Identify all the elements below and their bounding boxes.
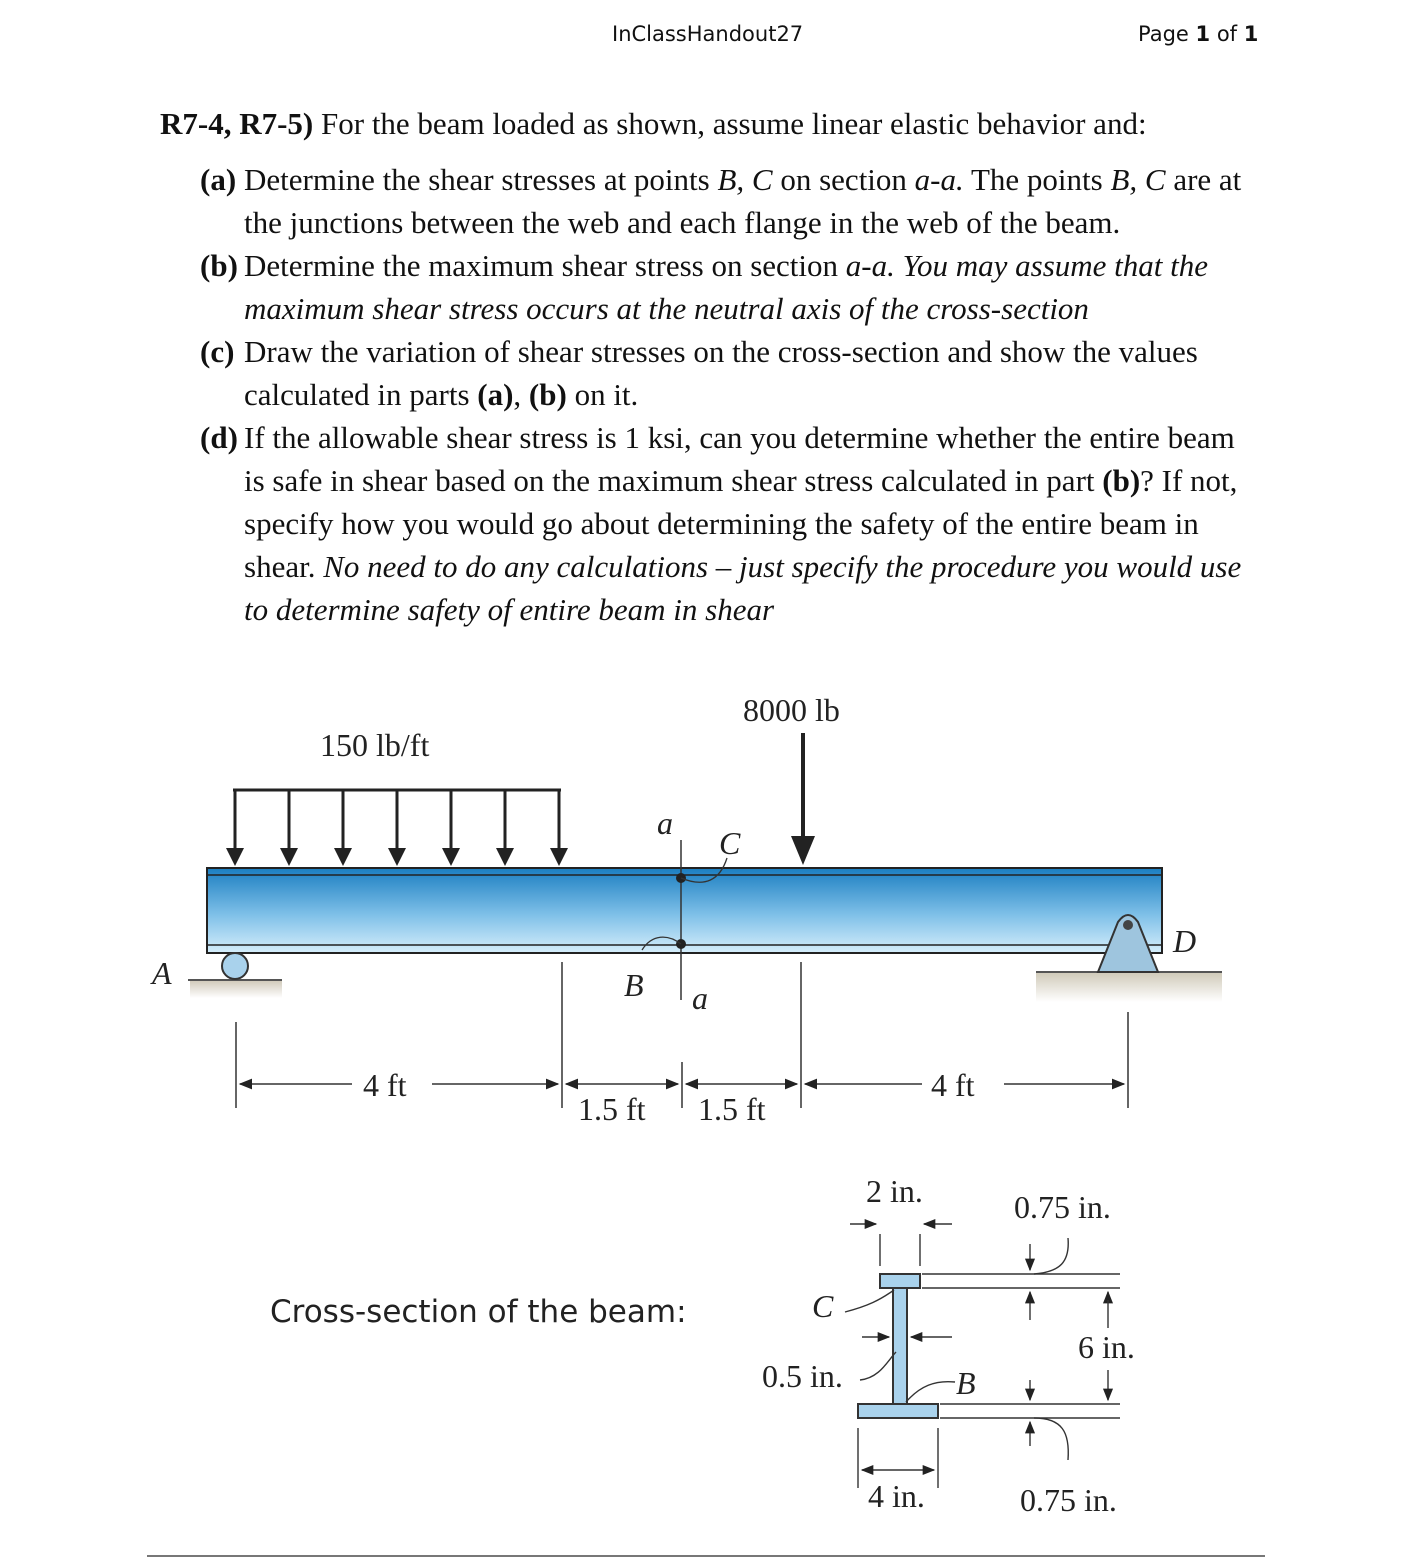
- point-load-label: 8000 lb: [743, 692, 840, 728]
- problem-number: R7-4, R7-5): [160, 106, 314, 141]
- point-load-arrow: [791, 733, 815, 865]
- distributed-load-label: 150 lb/ft: [320, 727, 430, 763]
- cs-point-c-label: C: [812, 1288, 834, 1324]
- part-d-text: If the allowable shear stress is 1 ksi, can you determine whether the entire beam is safe in shear based on the maximum shear stress calculated in part (b)? If not, specify how you would go about determining the safety of the entire beam in shear. No need to do any calculations – just specify the procedure you would use to determine safety of entire beam in shear: [244, 420, 1242, 627]
- i-beam-cross-section: [858, 1274, 938, 1418]
- roller-support-a: [188, 953, 282, 998]
- cs-top-width-label: 2 in.: [866, 1173, 923, 1209]
- point-b-label: B: [624, 967, 644, 1003]
- dim-label-3: 1.5 ft: [698, 1091, 766, 1127]
- distributed-load: [226, 790, 568, 866]
- dim-label-1: 4 ft: [363, 1067, 407, 1103]
- section-label-top: a: [657, 805, 673, 841]
- part-b-text: Determine the maximum shear stress on section a-a. You may assume that the maximum shear stress occurs at the neutral axis of the cross-section: [244, 248, 1209, 326]
- dim-label-4: 4 ft: [931, 1067, 975, 1103]
- document-title: InClassHandout27: [612, 22, 804, 46]
- cs-point-b-label: B: [956, 1365, 976, 1401]
- cs-bottom-width-label: 4 in.: [868, 1478, 925, 1514]
- part-c-label: (c): [200, 334, 235, 369]
- page-prefix: Page: [1138, 22, 1196, 46]
- part-b-label: (b): [200, 248, 238, 283]
- cross-section-caption: Cross-section of the beam:: [270, 1294, 687, 1330]
- part-a-label: (a): [200, 162, 237, 197]
- part-c-text: Draw the variation of shear stresses on the cross-section and show the values calculated in parts (a), (b) on it.: [244, 334, 1198, 412]
- cs-web-height-label: 6 in.: [1078, 1329, 1135, 1365]
- page-total: 1: [1243, 22, 1259, 46]
- support-d-label: D: [1173, 923, 1197, 959]
- section-label-bottom: a: [692, 980, 708, 1016]
- dim-label-2: 1.5 ft: [578, 1091, 646, 1127]
- support-a-label: A: [152, 955, 172, 991]
- cs-web-thickness-label: 0.5 in.: [762, 1358, 843, 1394]
- page-current: 1: [1195, 22, 1211, 46]
- page-of: of: [1210, 22, 1244, 46]
- part-d-label: (d): [200, 420, 238, 455]
- page-bottom-rule: [147, 1555, 1265, 1557]
- problem-intro-text: For the beam loaded as shown, assume linear elastic behavior and:: [313, 106, 1147, 141]
- point-c-label: C: [719, 825, 741, 861]
- cs-bottom-flange-label: 0.75 in.: [1020, 1482, 1117, 1518]
- cs-top-flange-label: 0.75 in.: [1014, 1189, 1111, 1225]
- part-a-text: Determine the shear stresses at points B, C on section a-a. The points B, C are at the junctions between the web and each flange in the web of the beam.: [244, 162, 1242, 240]
